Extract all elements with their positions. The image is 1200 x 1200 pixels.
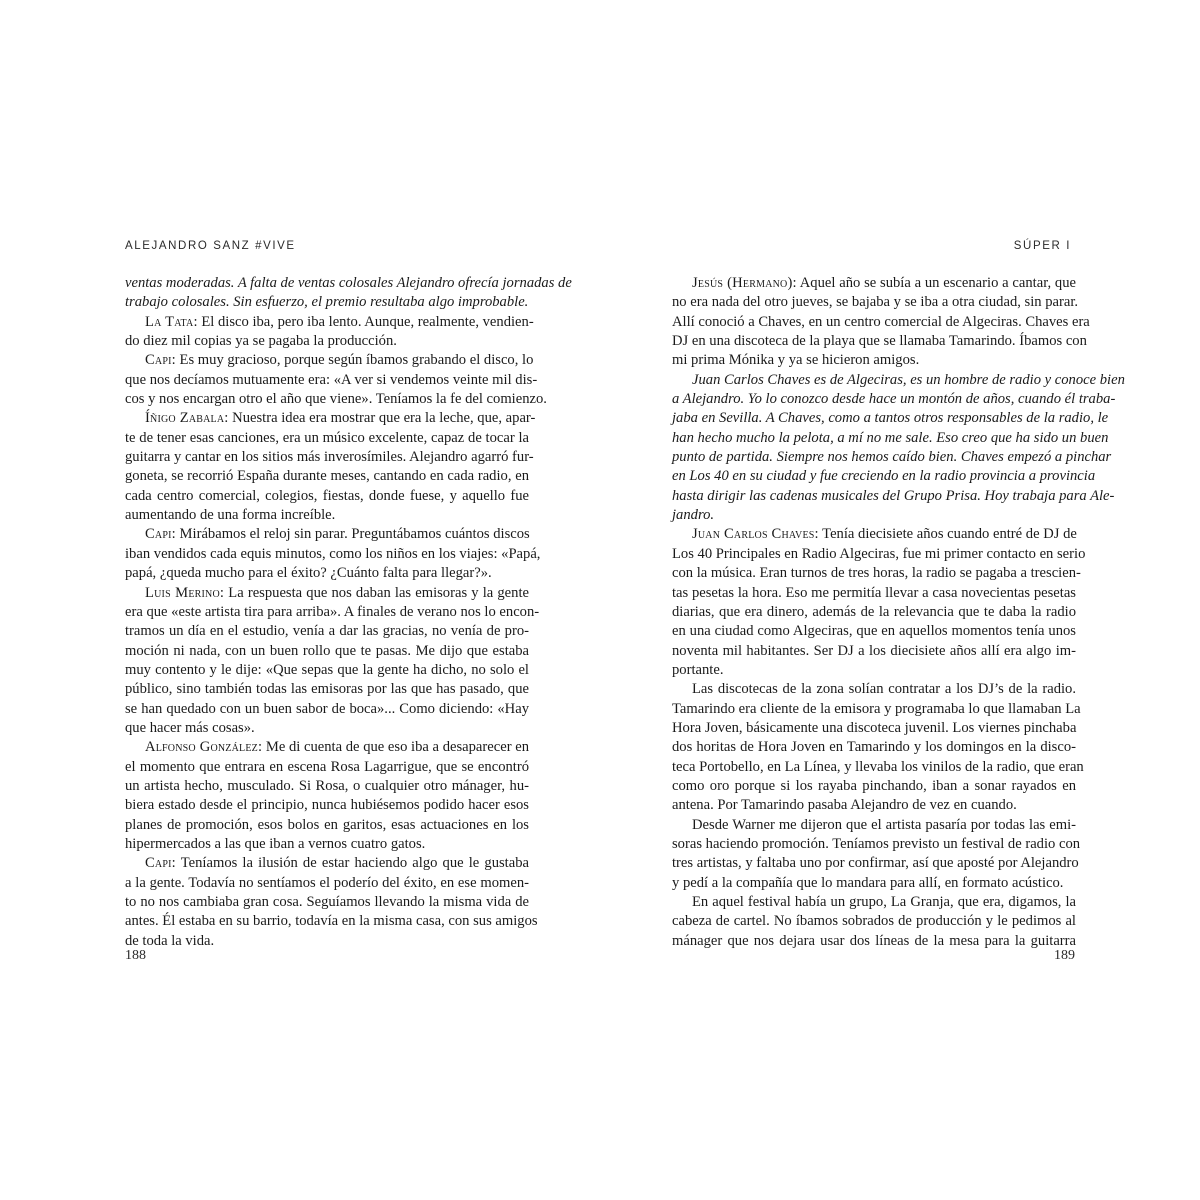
text-line (125, 564, 529, 583)
line-text: Los 40 Principales en Radio Algeciras, fue mi primer contacto en serio (672, 545, 1086, 562)
text-line (125, 487, 529, 506)
line-text: cabeza de cartel. No íbamos sobrados de producción y le pedimos al (672, 913, 1076, 930)
line-text: Las discotecas de la zona solían contratar a los DJ’s de la radio. (692, 681, 1076, 698)
body-text (672, 274, 1125, 951)
line-text: Tenía diecisiete años cuando entré de DJ de (818, 526, 1077, 543)
line-text: noventa mil habitantes. Ser DJ a los diecisiete años allí era algo im- (672, 642, 1076, 659)
line-text: Juan Carlos Chaves es de Algeciras, es un hombre de radio y conoce bien (692, 371, 1125, 388)
text-line (125, 293, 529, 312)
text-line (125, 603, 540, 622)
line-text: biera estado desde el principio, nunca hubiésemos podido hacer esos (125, 797, 529, 814)
line-text: Hora Joven, básicamente una discoteca juvenil. Los viernes pinchaba (672, 719, 1077, 736)
text-line (125, 525, 529, 544)
line-text: diarias, que era dinero, además de la relevancia que te daba la radio (672, 603, 1076, 620)
line-text: que nos decíamos mutuamente era: «A ver si vendemos veinte mil dis- (125, 371, 538, 388)
text-line (672, 293, 1079, 312)
line-text: se han quedado con un buen sabor de boca»... Como diciendo: «Hay (125, 700, 529, 717)
line-text: tres artistas, y faltaba uno por confirmar, así que aposté por Alejandro (672, 855, 1079, 872)
line-text: moción ni nada, con un buen rollo que te pasas. Me dijo que estaba (125, 642, 529, 659)
text-line (125, 274, 572, 293)
speaker-name: Jesús (Hermano): (692, 275, 797, 291)
text-line (125, 719, 529, 738)
text-line (672, 642, 1076, 661)
text-line (125, 622, 529, 641)
line-text: dos horitas de Hora Joven en Tamarindo y los domingos en la disco- (672, 739, 1076, 756)
text-line (672, 545, 1086, 564)
line-text: con la música. Eran turnos de tres horas, la radio se pagaba a trescien- (672, 565, 1081, 582)
text-line (672, 816, 1076, 835)
speaker-name: Capi: (145, 855, 176, 872)
text-line (125, 467, 529, 486)
text-line (672, 584, 1076, 603)
text-line (672, 448, 1112, 467)
text-line (672, 874, 1076, 893)
text-line (672, 429, 1109, 448)
line-text: de toda la vida. (125, 932, 215, 949)
page-number: 189 (1054, 948, 1075, 963)
text-line (672, 777, 1076, 796)
text-line (672, 564, 1081, 583)
text-line (672, 313, 1090, 332)
text-line (125, 912, 538, 931)
text-line (125, 854, 529, 873)
text-line (125, 796, 529, 815)
line-text: planes de promoción, esos bolos en garitos, esas actuaciones en los (125, 816, 529, 833)
line-text: Teníamos la ilusión de estar haciendo algo que le gustaba (175, 855, 529, 872)
line-text: era que «este artista tira para arriba». A finales de verano nos lo encon- (125, 603, 540, 620)
line-text: punto de partida. Siempre nos hemos caído bien. Chaves empezó a pinchar (672, 449, 1112, 466)
text-line (672, 893, 1076, 912)
line-text: hipermercados a las que iban a vernos cuatro gatos. (125, 835, 426, 852)
line-text: y pedí a la compañía que lo mandara para allí, en formato acústico. (672, 874, 1064, 891)
text-line (125, 816, 529, 835)
speaker-name: Capi: (145, 526, 176, 543)
line-text: mánager que nos dejara usar dos líneas de la mesa para la guitarra (672, 932, 1076, 949)
line-text: to no nos cambiaba gran cosa. Seguíamos llevando la misma vida de (125, 894, 529, 910)
text-line (672, 332, 1087, 351)
line-text: iban vendidos cada equis minutos, como los niños en los viajes: «Papá, (125, 545, 541, 562)
line-text: El disco iba, pero iba lento. Aunque, realmente, vendien- (197, 313, 534, 330)
line-text: el momento que entrara en escena Rosa Lagarrigue, que se encontró (125, 758, 529, 775)
line-text: jaba en Sevilla. A Chaves, como a tantos otros responsables de la radio, le (672, 410, 1109, 427)
line-text: a la gente. Todavía no sentíamos el poderío del éxito, en ese momen- (125, 874, 529, 891)
text-line (672, 506, 1076, 525)
line-text: antes. Él estaba en su barrio, todavía en la misma casa, con sus amigos (125, 913, 538, 930)
speaker-name: Alfonso González: (145, 739, 263, 756)
text-line (125, 371, 538, 390)
line-text: Es muy gracioso, porque según íbamos grabando el disco, lo (175, 352, 534, 369)
line-text: en una ciudad como Algeciras, que en aquellos momentos tenía unos (672, 623, 1076, 640)
text-line (125, 642, 529, 661)
text-line (672, 409, 1109, 428)
line-text: cos y nos encargan otro el año que viene». Teníamos la fe del comienzo. (125, 391, 547, 408)
text-line (672, 390, 1116, 409)
text-line (125, 835, 529, 854)
line-text: trabajo colosales. Sin esfuerzo, el premio resultaba algo improbable. (125, 294, 529, 311)
text-line (672, 351, 1076, 370)
line-text: portante. (672, 661, 724, 678)
text-line (672, 796, 1076, 815)
running-head: ALEJANDRO SANZ #VIVE (125, 240, 296, 252)
line-text: do diez mil copias ya se pagaba la producción. (125, 333, 397, 350)
text-line (125, 700, 529, 719)
text-line (672, 487, 1115, 506)
line-text: público, sino también todas las emisoras por las que has pasado, que (125, 681, 529, 698)
line-text: te de tener esas canciones, era un músico excelente, capaz de tocar la (125, 429, 529, 446)
text-line (672, 680, 1076, 699)
text-line (672, 700, 1081, 719)
speaker-name: Íñigo Zabala: (145, 410, 229, 427)
line-text: muy contento y le dije: «Que sepas que la gente ha dicho, no solo el (125, 661, 529, 678)
page-number: 188 (125, 948, 146, 963)
text-line (125, 448, 534, 467)
text-line (672, 758, 1084, 777)
speaker-name: Juan Carlos Chaves: (692, 526, 819, 543)
text-line (672, 661, 1076, 680)
text-line (125, 584, 529, 603)
text-line (672, 371, 1125, 390)
body-text (125, 274, 572, 951)
speaker-name: La Tata: (145, 313, 198, 330)
line-text: soras haciendo promoción. Teníamos previsto un festival de radio con (672, 835, 1081, 852)
line-text: teca Portobello, en La Línea, y llevaba los vinilos de la radio, que eran (672, 758, 1084, 775)
line-text: goneta, se recorrió España durante meses, cantando en cada radio, en (125, 468, 529, 485)
text-line (125, 777, 529, 796)
line-text: antena. Por Tamarindo pasaba Alejandro de vez en cuando. (672, 797, 1017, 814)
text-line (125, 874, 529, 893)
text-line (672, 603, 1076, 622)
line-text: DJ en una discoteca de la playa que se llamaba Tamarindo. Íbamos con (672, 333, 1087, 350)
line-text: han hecho mucho la pelota, a mí no me sale. Eso creo que ha sido un buen (672, 429, 1109, 446)
line-text: Tamarindo era cliente de la emisora y programaba lo que llamaban La (672, 700, 1081, 717)
line-text: cada centro comercial, colegios, fiestas, donde fuese, y aquello fue (125, 487, 529, 504)
text-line (125, 932, 529, 951)
line-text: guitarra y cantar en los sitios más inverosímiles. Alejandro agarró fur- (125, 449, 534, 466)
text-line (672, 274, 1076, 293)
text-line (125, 506, 529, 525)
line-text: Allí conoció a Chaves, en un centro comercial de Algeciras. Chaves era (672, 313, 1090, 330)
line-text: aumentando de una forma increíble. (125, 507, 336, 524)
right-page (600, 0, 1200, 1200)
text-line (672, 835, 1081, 854)
line-text: a Alejandro. Yo lo conozco desde hace un montón de años, cuando él traba- (672, 391, 1116, 408)
line-text: como oro porque si los rayaba pinchando, iban a sonar rayados en (672, 777, 1076, 794)
text-line (125, 661, 529, 680)
line-text: tas pesetas la hora. Eso me permitía llevar a casa novecientas pesetas (672, 584, 1076, 601)
text-line (125, 332, 529, 351)
line-text: mi prima Mónika y ya se hicieron amigos. (672, 352, 920, 369)
line-text: un artista hecho, musculado. Si Rosa, o cualquier otro mánager, hu- (125, 777, 529, 794)
text-line (125, 409, 536, 428)
line-text: jandro. (672, 507, 715, 524)
speaker-name: Capi: (145, 352, 176, 369)
text-line (672, 525, 1076, 544)
text-line (672, 912, 1076, 931)
text-line (125, 313, 534, 332)
line-text: Aquel año se subía a un escenario a cantar, que (796, 275, 1076, 291)
text-line (672, 622, 1076, 641)
line-text: Desde Warner me dijeron que el artista pasaría por todas las emi- (692, 816, 1076, 833)
text-line (672, 932, 1076, 951)
text-line (125, 545, 541, 564)
line-text: ventas moderadas. A falta de ventas colosales Alejandro ofrecía jornadas de (125, 275, 572, 291)
line-text: en Los 40 en su ciudad y fue creciendo en la radio provincia a provincia (672, 468, 1096, 485)
text-line (672, 854, 1079, 873)
line-text: En aquel festival había un grupo, La Granja, que era, digamos, la (692, 894, 1076, 910)
running-head: SÚPER I (1013, 240, 1071, 252)
text-line (125, 758, 529, 777)
line-text: Nuestra idea era mostrar que era la leche, que, apar- (228, 410, 536, 427)
text-line (125, 738, 529, 757)
text-line (125, 351, 534, 370)
text-line (672, 738, 1076, 757)
text-line (125, 680, 529, 699)
line-text: que hacer más cosas». (125, 719, 255, 736)
line-text: papá, ¿queda mucho para el éxito? ¿Cuánto falta para llegar?». (125, 565, 492, 582)
line-text: Mirábamos el reloj sin parar. Preguntábamos cuántos discos (175, 526, 530, 543)
speaker-name: Luis Merino: (145, 584, 225, 601)
line-text: Me di cuenta de que eso iba a desaparecer en (262, 739, 529, 756)
text-line (672, 719, 1076, 738)
line-text: tramos un día en el estudio, venía a dar las gracias, no venía de pro- (125, 623, 529, 640)
line-text: no era nada del otro jueves, se bajaba y se iba a otra ciudad, sin parar. (672, 294, 1079, 311)
text-line (125, 893, 529, 912)
text-line (672, 467, 1096, 486)
text-line (125, 390, 547, 409)
text-line (125, 429, 529, 448)
line-text: hasta dirigir las cadenas musicales del Grupo Prisa. Hoy trabaja para Ale- (672, 487, 1115, 504)
line-text: La respuesta que nos daban las emisoras y la gente (224, 584, 529, 601)
